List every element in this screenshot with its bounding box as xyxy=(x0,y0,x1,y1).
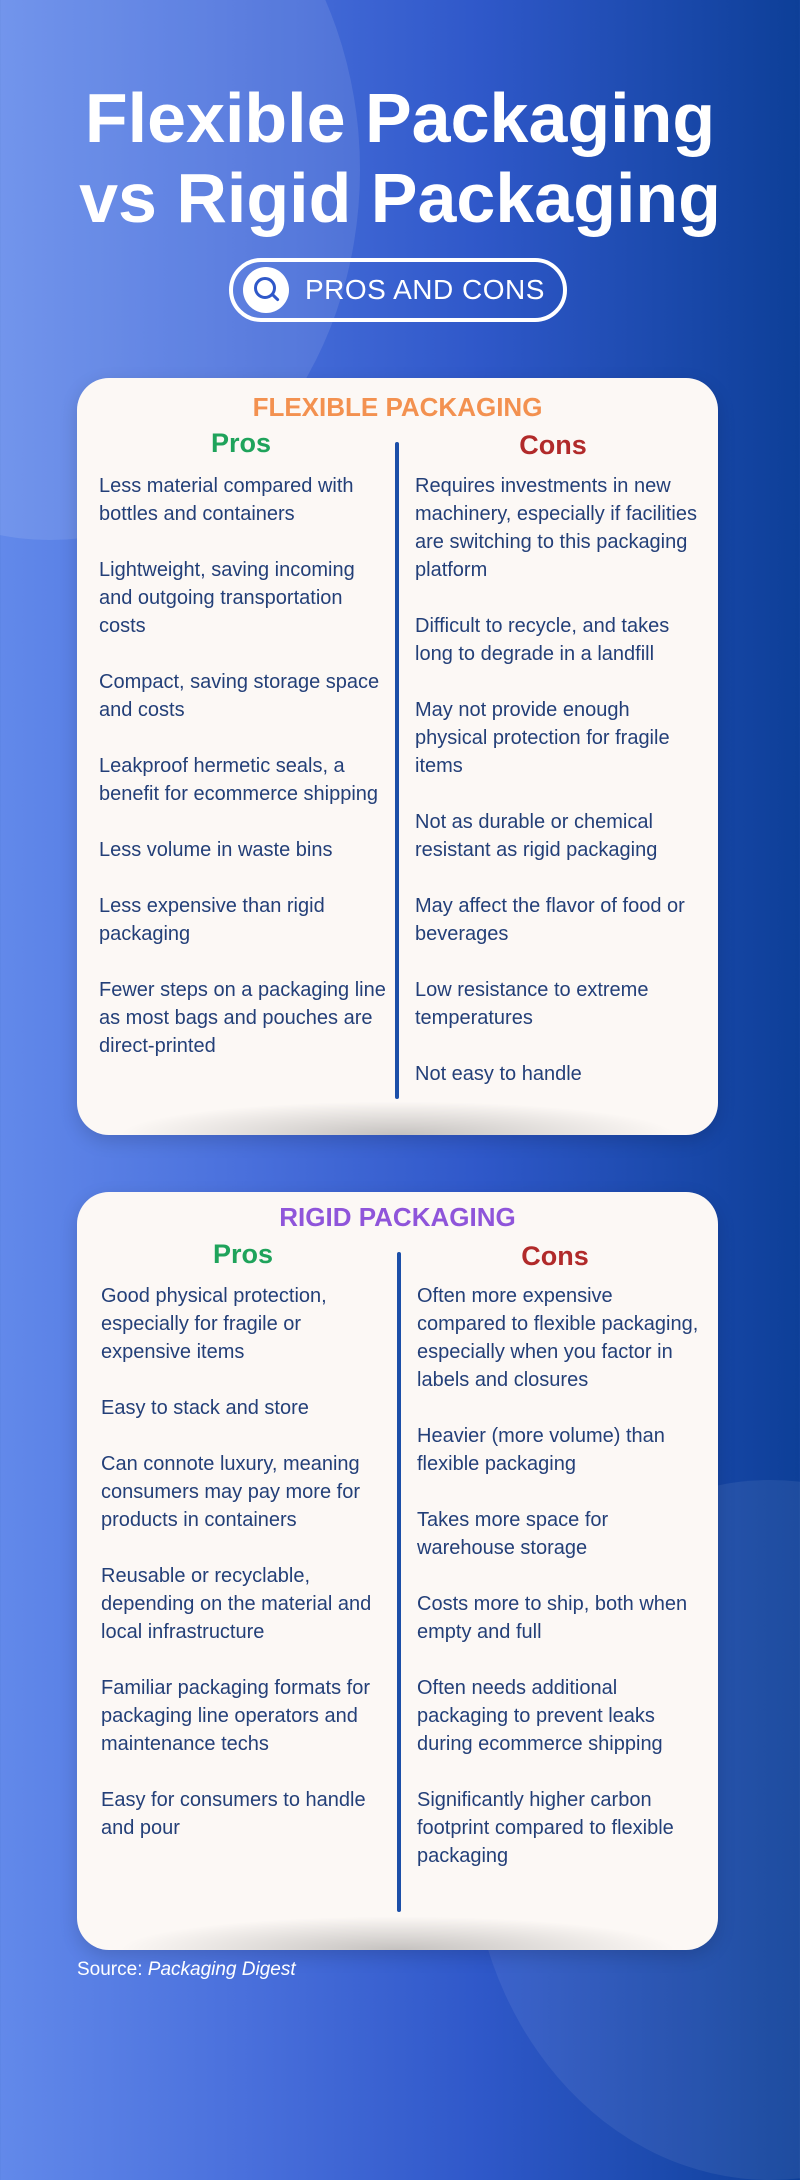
search-icon xyxy=(243,267,289,313)
flexible-pros-list xyxy=(99,472,389,1088)
pro-item: Leakproof hermetic seals, a benefit for ecommerce shipping xyxy=(99,755,379,805)
pro-item: Less expensive than rigid packaging xyxy=(99,895,325,945)
pro-item: Less material compared with bottles and containers xyxy=(99,475,354,525)
con-item: Requires investments in new machinery, especially if facilities are switching to this packaging platform xyxy=(415,475,697,581)
con-item: May affect the flavor of food or beverages xyxy=(415,895,685,945)
rigid-cons-list xyxy=(417,1282,707,1898)
pro-item: Lightweight, saving incoming and outgoing transportation costs xyxy=(99,559,355,637)
con-item: Difficult to recycle, and takes long to degrade in a landfill xyxy=(415,615,670,665)
rigid-pros-heading: Pros xyxy=(212,1239,274,1269)
column-divider xyxy=(395,442,399,1099)
column-divider xyxy=(397,1252,401,1912)
con-item: Heavier (more volume) than flexible packaging xyxy=(417,1425,665,1475)
pros-and-cons-badge xyxy=(229,258,567,322)
pro-item: Less volume in waste bins xyxy=(99,839,333,861)
con-item: Often needs additional packaging to prevent leaks during ecommerce shipping xyxy=(417,1677,663,1755)
badge-label: PROS AND CONS xyxy=(305,274,545,305)
con-item: Costs more to ship, both when empty and full xyxy=(417,1593,688,1643)
flexible-packaging-card xyxy=(77,378,718,1135)
pro-item: Can connote luxury, meaning consumers may pay more for products in containers xyxy=(101,1453,360,1531)
rigid-pros-list xyxy=(101,1282,391,1870)
pro-item: Compact, saving storage space and costs xyxy=(99,671,380,721)
pro-item: Fewer steps on a packaging line as most bags and pouches are direct-printed xyxy=(99,979,386,1057)
con-item: Takes more space for warehouse storage xyxy=(417,1509,609,1559)
con-item: Not as durable or chemical resistant as rigid packaging xyxy=(415,811,658,861)
con-item: Low resistance to extreme temperatures xyxy=(415,979,649,1029)
title-line-2: vs Rigid Packaging xyxy=(79,159,721,237)
card-shadow xyxy=(117,1101,678,1135)
page-title xyxy=(0,78,800,238)
title-line-1: Flexible Packaging xyxy=(84,79,716,157)
con-item: May not provide enough physical protection for fragile items xyxy=(415,699,670,777)
pro-item: Easy for consumers to handle and pour xyxy=(101,1789,366,1839)
flexible-cons-heading: Cons xyxy=(519,430,587,460)
flexible-cons-list xyxy=(415,472,705,1116)
flexible-heading: FLEXIBLE PACKAGING xyxy=(252,392,543,422)
rigid-packaging-card xyxy=(77,1192,718,1950)
card-shadow xyxy=(117,1916,678,1950)
source-label: Source: xyxy=(77,1959,143,1980)
con-item: Often more expensive compared to flexible packaging, especially when you factor in labels and closures xyxy=(417,1285,699,1391)
pro-item: Reusable or recyclable, depending on the material and local infrastructure xyxy=(101,1565,372,1643)
flexible-pros-heading: Pros xyxy=(210,428,272,458)
rigid-heading: RIGID PACKAGING xyxy=(279,1202,516,1232)
rigid-cons-heading: Cons xyxy=(521,1241,589,1271)
con-item: Significantly higher carbon footprint compared to flexible packaging xyxy=(417,1789,674,1867)
source-name: Packaging Digest xyxy=(147,1959,296,1980)
pro-item: Easy to stack and store xyxy=(101,1397,309,1419)
pro-item: Good physical protection, especially for fragile or expensive items xyxy=(101,1285,327,1363)
pro-item: Familiar packaging formats for packaging line operators and maintenance techs xyxy=(101,1677,370,1755)
source-credit xyxy=(77,1959,296,1981)
con-item: Not easy to handle xyxy=(415,1063,582,1085)
